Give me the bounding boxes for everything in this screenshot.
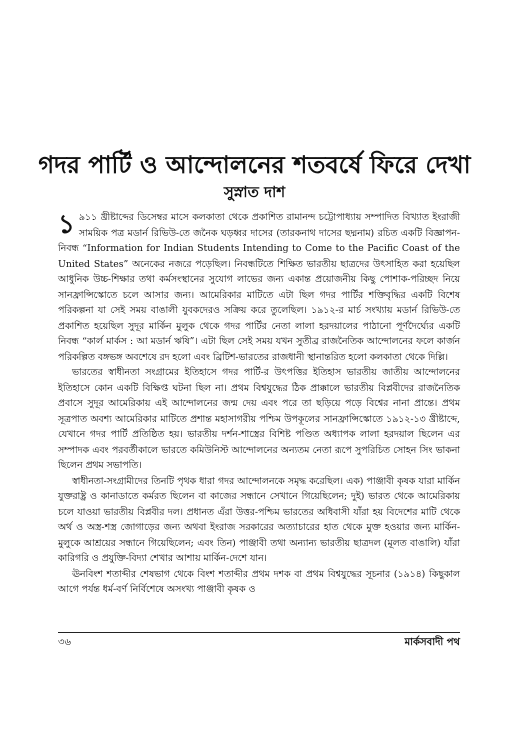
paragraph-4: ঊনবিংশ শতাব্দীর শেষভাগ থেকে বিংশ শতাব্দীর প্রথম দশক বা প্রথম বিশ্বযুদ্ধের সূচনার (১৯১৪) কিছুকাল আগে পর্যন্ত ধর্ম-বর্ণ নির্বিশেষে অসংখ্য পাঞ্জাবী কৃষক ও [58, 568, 460, 595]
article-body [58, 210, 460, 598]
paragraph-1 [58, 210, 460, 365]
paragraph-2: ভারতের স্বাধীনতা সংগ্রামের ইতিহাসে গদর পার্টি-র উৎপত্তির ইতিহাস ভারতীয় জাতীয় আন্দোলনের ইতিহাসে কোন একটি বিক্ষিপ্ত ঘটনা ছিল না। প্রথম বিশ্বযুদ্ধের ঠিক প্রাক্কালে ভারতীয় বিপ্লবীদের রাজনৈতিক প্রবাসে সুদূর আমেরিকায় এই আন্দোলনের জন্ম দেয় এবং পরে তা ছড়িয়ে পড়ে বিশ্বের নানা প্রান্তে। প্রথম সূত্রপাত অবশ্য আমেরিকার মাটিতে প্রশান্ত মহাসাগরীয় পশ্চিম উপকূলের সানফ্রান্সিস্কোতে ১৯১২-১৩ খ্রীষ্টাব্দে, যেখানে গদর পার্টি প্রতিষ্ঠিত হয়। ভারতীয় দর্শন-শাস্ত্রের বিশিষ্ট পণ্ডিত অধ্যাপক লালা হরদয়াল ছিলেন এর সম্পাদক এবং পরবর্তীকালে ভারতে কমিউনিস্ট আন্দোলনের অন্যতম নেতা রূপে সুপরিচিত সোহন সিং ভাকনা ছিলেন প্রথম সভাপতি। [58, 367, 460, 471]
page-number: ৩৬ [58, 637, 72, 648]
paragraph-3: স্বাধীনতা-সংগ্রামীদের তিনটি পৃথক ধারা গদর আন্দোলনকে সমৃদ্ধ করেছিল। এক) পাঞ্জাবী কৃষক যারা মার্কিন যুক্তরাষ্ট্র ও কানাডাতে কর্মরত ছিলেন বা কাজের সন্ধানে সেখানে গিয়েছিলেন; দুই) ভারত থেকে আমেরিকায় চলে যাওয়া ভারতীয় বিপ্লবীর দল। প্রধানত এঁরা উত্তর-পশ্চিম ভারতের অধিবাসী যাঁরা হয় বিদেশের মাটি থেকে অর্থ ও অস্ত্র-শস্ত্র জোগাড়ের জন্য অথবা ইংরাজ সরকারের অত্যাচারের হাত থেকে মুক্ত হওয়ার জন্য মার্কিন-মুলুকে আশ্রয়ের সন্ধানে গিয়েছিলেন; এবং তিন) পাঞ্জাবী তথা অন্যান্য ভারতীয় ছাত্রদল (মূলত বাঙালি) যাঁরা কারিগরি ও প্রযুক্তি-বিদ্যা শেখার আশায় মার্কিন-দেশে যান। [58, 475, 460, 564]
journal-name: মার্কসবাদী পথ [404, 637, 460, 648]
article-author: সুস্নাত দাশ [223, 183, 286, 201]
article-title: গদর পার্টি ও আন্দোলনের শতবর্ষে ফিরে দেখা [38, 151, 471, 179]
drop-cap: ১ [58, 210, 75, 240]
paragraph-1-text: ৯১১ খ্রীষ্টাব্দের ডিসেম্বর মাসে কলকাতা থেকে প্রকাশিত রামানন্দ চট্টোপাধ্যায় সম্পাদিত বিখ্যাত ইংরাজী সাময়িক পত্র মডার্ন রিভিউ-তে জনৈক ঘড়ধ্বর দাসের (তারকনাথ দাসের ছদ্মনাম) রচিত একটি বিজ্ঞাপন-নিবন্ধ “Information for Indian Students Intending to Come to the Pacific Coast of the United States” অনেকের নজরে পড়েছিল। নিবন্ধটিতে শিক্ষিত ভারতীয় ছাত্রদের উৎসাহিত করা হয়েছিল আধুনিক উচ্চ-শিক্ষার তথা কর্মসংস্থানের সুযোগ লাভের জন্য একান্ত প্রয়োজনীয় কিছু পোশাক-পরিচ্ছদ নিয়ে সানফ্রান্সিস্কোতে চলে আসার জন্য। আমেরিকার মাটিতে এটা ছিল গদর পার্টির শক্তিবৃদ্ধির একটি বিশেষ পরিকল্পনা যা সেই সময় বাঙালী যুবকদেরও সক্রিয় করে তুলেছিল। ১৯১২-র মার্চ সংখ্যায় মডার্ন রিভিউ-তে প্রকাশিত হয়েছিল সুদূর মার্কিন মুলুক থেকে গদর পার্টির নেতা লালা হরদয়ালের পাঠানো পূর্ণদৈর্ঘ্যের একটি নিবন্ধ “কার্ল মার্কস : আ মডার্ন ঋষি”। এটা ছিল সেই সময় যখন সুতীব্র রাজনৈতিক আন্দোলনের ফলে কার্জন পরিকল্পিত বঙ্গভঙ্গ অবশেষে রদ হলো এবং ব্রিটিশ-ভারতের রাজধানী স্থানান্তরিত হলো কলকাতা থেকে দিল্লি। [58, 212, 460, 363]
footer-divider [58, 632, 460, 633]
